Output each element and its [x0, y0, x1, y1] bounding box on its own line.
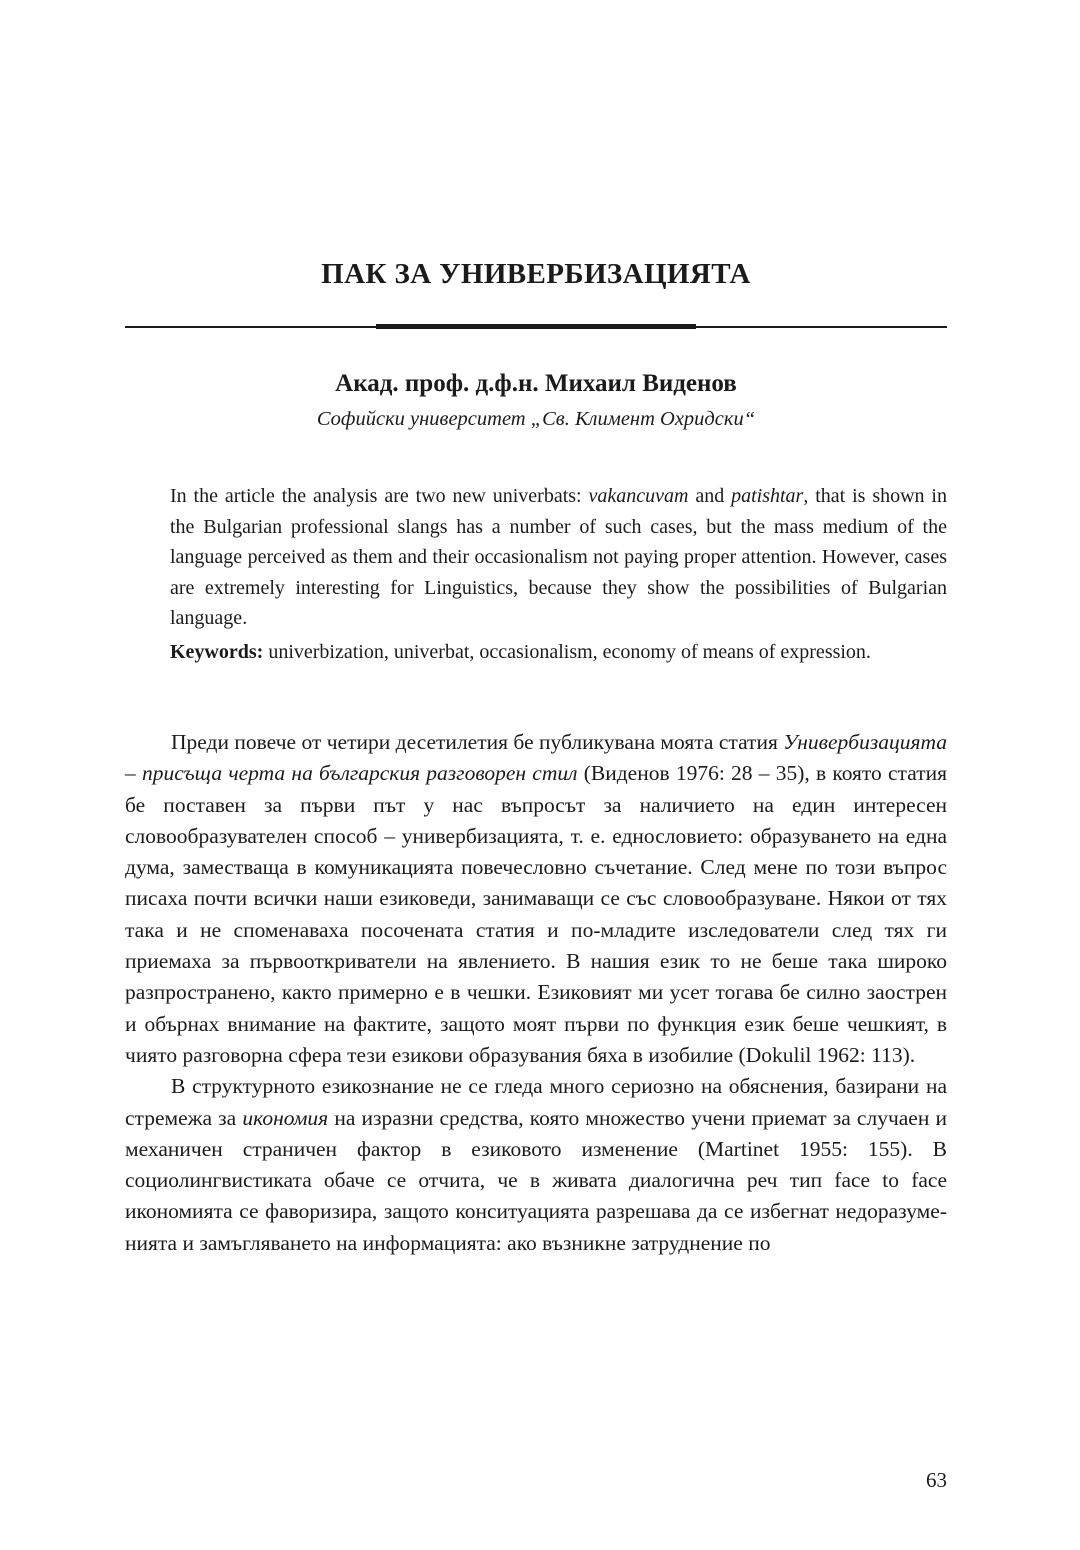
keywords	[170, 637, 947, 668]
keywords-text: univerbization, univerbat, occasionalism, economy of means of expression.	[263, 640, 871, 663]
author-affiliation: Софийски университет „Св. Климент Охридски“	[316, 408, 756, 430]
abstract-text	[170, 481, 947, 634]
p1-cited-title: Универбизацията – присъща черта на българския разговорен стил	[125, 730, 947, 786]
abstract-term-1: vakancuvam	[588, 485, 689, 507]
p1-start: Преди повече от четири десетилетия бе публикувана моята статия	[171, 730, 784, 754]
abstract-part2: and	[688, 485, 732, 507]
p2-start: В структурното езикознание не се гледа много сериозно на обяснения, базирани на стремежа за	[125, 1074, 947, 1130]
body-paragraph-1	[125, 727, 947, 1071]
abstract-block	[170, 481, 947, 667]
author-name: Акад. проф. д.ф.н. Михаил Виденов	[335, 370, 737, 397]
article-title: ПАК ЗА УНИВЕРБИЗАЦИЯТА	[321, 258, 751, 290]
abstract-part3: , that is shown in the Bulgarian professional slangs has a number of such cases, but the mass medium of the language perceived as them and their occasionalism not paying proper attention. However, cases are extremely interesting for Linguistics, because they show the possibilities of Bulgarian language.	[170, 485, 947, 629]
page-number: 63	[926, 1468, 947, 1492]
article-body	[125, 727, 947, 1259]
p2-term: икономия	[242, 1105, 329, 1130]
p2-rest: на изразни средства, която множество учени приемат за случаен и механичен страничен фактор в езиковото изменение (Martinet 1955: 155). В социолингвистиката обаче се отчита, че в живата диалогична реч тип face to face икономията се фаворизира, защото конситуацията разрешава да се избегнат недоразуменията и замъгляването на информацията: ако възникне затруднение по	[125, 1105, 947, 1255]
keywords-label: Keywords:	[170, 640, 264, 663]
abstract-part1: In the article the analysis are two new univerbats:	[170, 485, 589, 507]
title-divider-accent	[376, 324, 696, 329]
body-paragraph-2	[125, 1071, 947, 1259]
p1-rest: (Виденов 1976: 28 – 35), в която статия бе поставен за първи път у нас въпросът за наличието на един интересен словообразувателен способ – универбизацията, т. е. еднословието: образуването на една дума, заместваща в комуникацията повечесловно съчетание. След мене по този въпрос писаха почти всички наши езиковеди, занимаващи се със словообразуване. Някои от тях така и не споменаваха посочената статия и по-младите изследователи след тях ги приемаха за първооткриватели на явлението. В нашия език то не беше така широко разпространено, както примерно е в чешки. Езиковият ми усет тогава бе силно заострен и обърнах внимание на фактите, защото моят първи по функция език беше чешкият, в чиято разговорна сфера тези езикови образувания бяха в изобилие (Dokulil 1962: 113).	[125, 761, 947, 1067]
abstract-term-2: patishtar	[731, 485, 804, 507]
